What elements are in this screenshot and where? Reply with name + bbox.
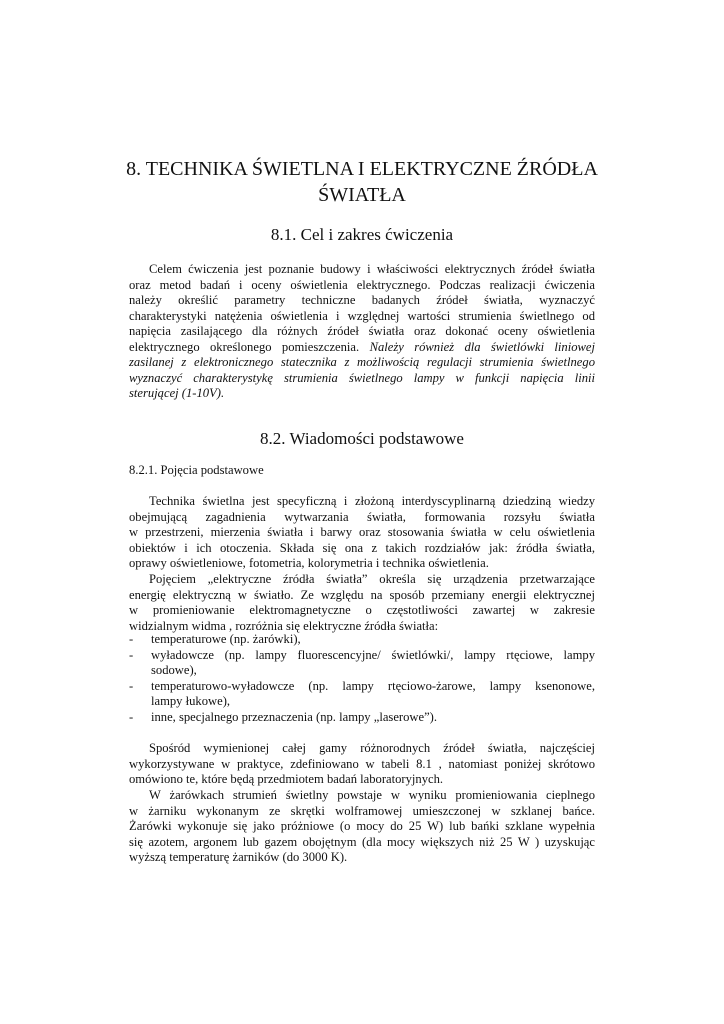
chapter-title bbox=[60, 156, 664, 208]
text-line: elektrycznego określonego pomieszczenia. bbox=[129, 339, 360, 354]
text-line: Technika świetlna jest specyficzną i złożoną interdyscyplinarną dziedziną wiedzy bbox=[149, 494, 595, 508]
light-source-list bbox=[129, 632, 595, 725]
section2-paragraph-2 bbox=[129, 572, 595, 634]
subsection-title: 8.2.1. Pojęcia podstawowe bbox=[129, 463, 264, 477]
text-line: obiektów i ich otoczenia. Składa się ona z takich rozdziałów jak: źródła światła, bbox=[129, 540, 595, 555]
text-line: oraz metod badań i oceny oświetlenia elektrycznego. Podczas realizacji ćwiczenia bbox=[129, 277, 595, 292]
italic-line: wyznaczyć charakterystykę strumienia świetlnego lampy w funkcji napięcia linii bbox=[129, 370, 595, 385]
chapter-title-line2: ŚWIATŁA bbox=[318, 184, 406, 206]
text-line: Pojęciem „elektryczne źródła światła” określa się urządzenia przetwarzające bbox=[149, 572, 595, 586]
text-line: widzialnym widma , rozróżnia się elektryczne źródła światła: bbox=[129, 618, 439, 633]
section2-paragraph-1 bbox=[129, 494, 595, 572]
text-line: charakterystyki natężenia oświetlenia i względnej wartości strumienia świetlnego od bbox=[129, 308, 595, 323]
text-line: oprawy oświetleniowe, fotometria, kolorymetria i technika oświetlenia. bbox=[129, 556, 489, 570]
list-item: - wyładowcze (np. lampy fluorescencyjne/ świetlówki/, lampy rtęciowe, lampy sodowe), bbox=[129, 647, 595, 677]
section2-paragraph-4 bbox=[129, 788, 595, 866]
text-line: wyższą temperaturę żarników (do 3000 K). bbox=[129, 850, 348, 864]
text-line: należy określić parametry techniczne badanych źródeł światła, wyznaczyć bbox=[129, 293, 595, 307]
text-line: energię elektryczną w światło. Ze względu na sposób przemiany energii elektrycznej bbox=[129, 587, 595, 602]
text-line: Żarówki wykonuje się jako próżniowe (o mocy do 25 W) lub bańki szklane wypełnia bbox=[129, 819, 595, 833]
text-line: Celem ćwiczenia jest poznanie budowy i właściwości elektrycznych źródeł światła bbox=[149, 262, 595, 276]
italic-line: sterującej (1-10V). bbox=[129, 386, 225, 400]
text-line: napięcia zasilającego dla różnych źródeł światła oraz dokonać oceny oświetlenia bbox=[129, 324, 595, 338]
text-line: w przestrzeni, mierzenia światła i barwy oraz stosowania światła w celu oświetlenia bbox=[129, 525, 595, 539]
text-line: obejmującą zagadnienia wytwarzania światła, formowania rozsyłu światła bbox=[129, 509, 595, 524]
section-title-cel: 8.1. Cel i zakres ćwiczenia bbox=[270, 225, 454, 244]
section2-paragraph-3 bbox=[129, 741, 595, 788]
section1-paragraph bbox=[129, 262, 595, 402]
section-title-wiadomosci: 8.2. Wiadomości podstawowe bbox=[260, 429, 464, 448]
text-line: Spośród wymienionej całej gamy różnorodnych źródeł światła, najczęściej bbox=[149, 741, 595, 755]
chapter-title-line1: 8. TECHNIKA ŚWIETLNA I ELEKTRYCZNE ŹRÓDŁA bbox=[126, 158, 598, 180]
italic-text: Należy również dla świetlówki liniowej bbox=[369, 339, 596, 354]
text-line: wykorzystywane w praktyce, zdefiniowano w tabeli 8.1 , natomiast poniżej skrótowo bbox=[129, 756, 595, 771]
list-item: - temperaturowo-wyładowcze (np. lampy rtęciowo-żarowe, lampy ksenonowe, lampy łukowe), bbox=[129, 678, 595, 708]
text-line: w żarniku wykonanym ze skrętki wolframowej umieszczonej w szklanej bańce. bbox=[129, 803, 595, 818]
list-item: - inne, specjalnego przeznaczenia (np. lampy „laserowe”). bbox=[129, 709, 438, 724]
text-line: omówiono te, które będą przedmiotem badań laboratoryjnych. bbox=[129, 772, 444, 786]
text-line: W żarówkach strumień świetlny powstaje w wyniku promieniowania cieplnego bbox=[149, 788, 595, 802]
list-item: - temperaturowe (np. żarówki), bbox=[129, 632, 301, 646]
text-line: się azotem, argonem lub gazem obojętnym (dla mocy większych niż 25 W ) uzyskując bbox=[129, 834, 595, 849]
italic-line: zasilanej z elektronicznego statecznika z możliwością regulacji strumienia świetlnego bbox=[129, 355, 595, 369]
text-line: w promieniowanie elektromagnetyczne o częstotliwości zawartej w zakresie bbox=[129, 603, 595, 617]
